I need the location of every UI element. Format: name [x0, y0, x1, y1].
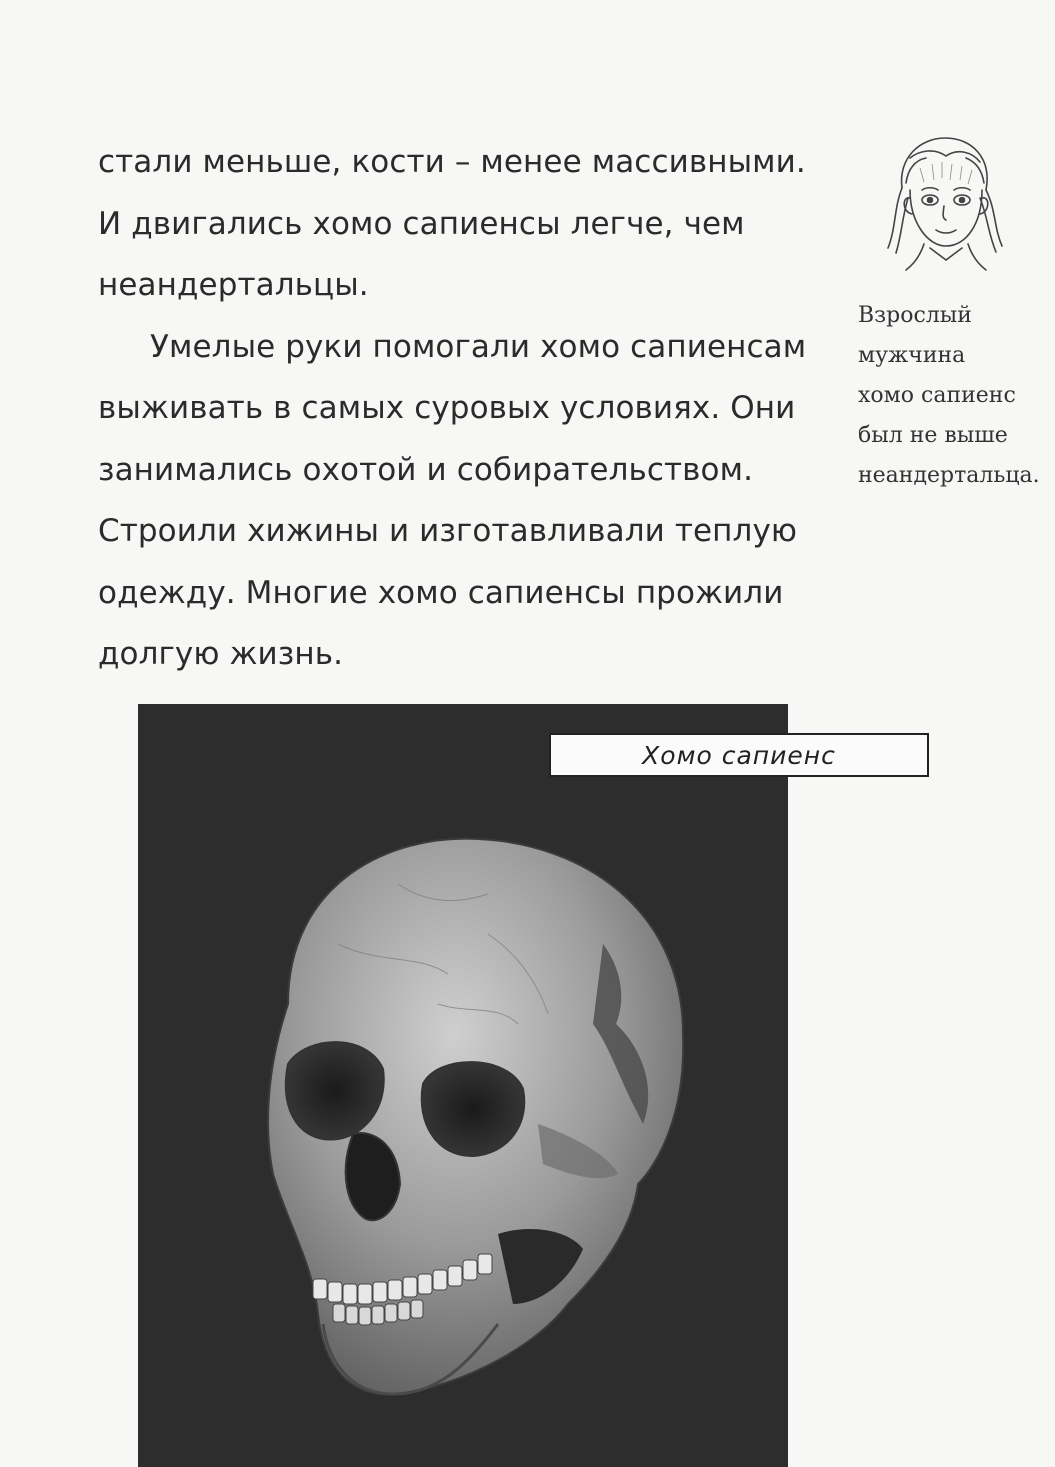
caption-line: мужчина — [858, 343, 966, 368]
text-line: И двигались хомо сапиенсы легче, чем — [98, 205, 745, 242]
text-line: долгую жизнь. — [98, 636, 344, 672]
text-line: занимались охотой и собирательством. — [98, 451, 754, 488]
photo-label — [549, 733, 929, 777]
photo-label-text: Хомо сапиенс — [642, 740, 836, 770]
body-text — [98, 132, 838, 686]
caption-line: неандертальца. — [858, 463, 1040, 488]
portrait-caption — [858, 296, 1048, 496]
text-line: одежду. Многие хомо сапиенсы прожили — [98, 574, 784, 611]
skull-image — [138, 704, 788, 1467]
caption-line: был не выше — [858, 423, 1008, 448]
text-line: выживать в самых суровых условиях. Они — [98, 390, 796, 426]
text-line: стали меньше, кости – менее массивными. — [98, 144, 806, 180]
text-line: Строили хижины и изготавливали теплую — [98, 513, 798, 549]
text-line: Умелые руки помогали хомо сапиенсам — [150, 328, 807, 365]
caption-line: Взрослый — [858, 303, 972, 328]
girl-portrait-icon — [880, 128, 1010, 273]
text-line: неандертальцы. — [98, 267, 369, 303]
caption-line: хомо сапиенс — [858, 383, 1016, 408]
